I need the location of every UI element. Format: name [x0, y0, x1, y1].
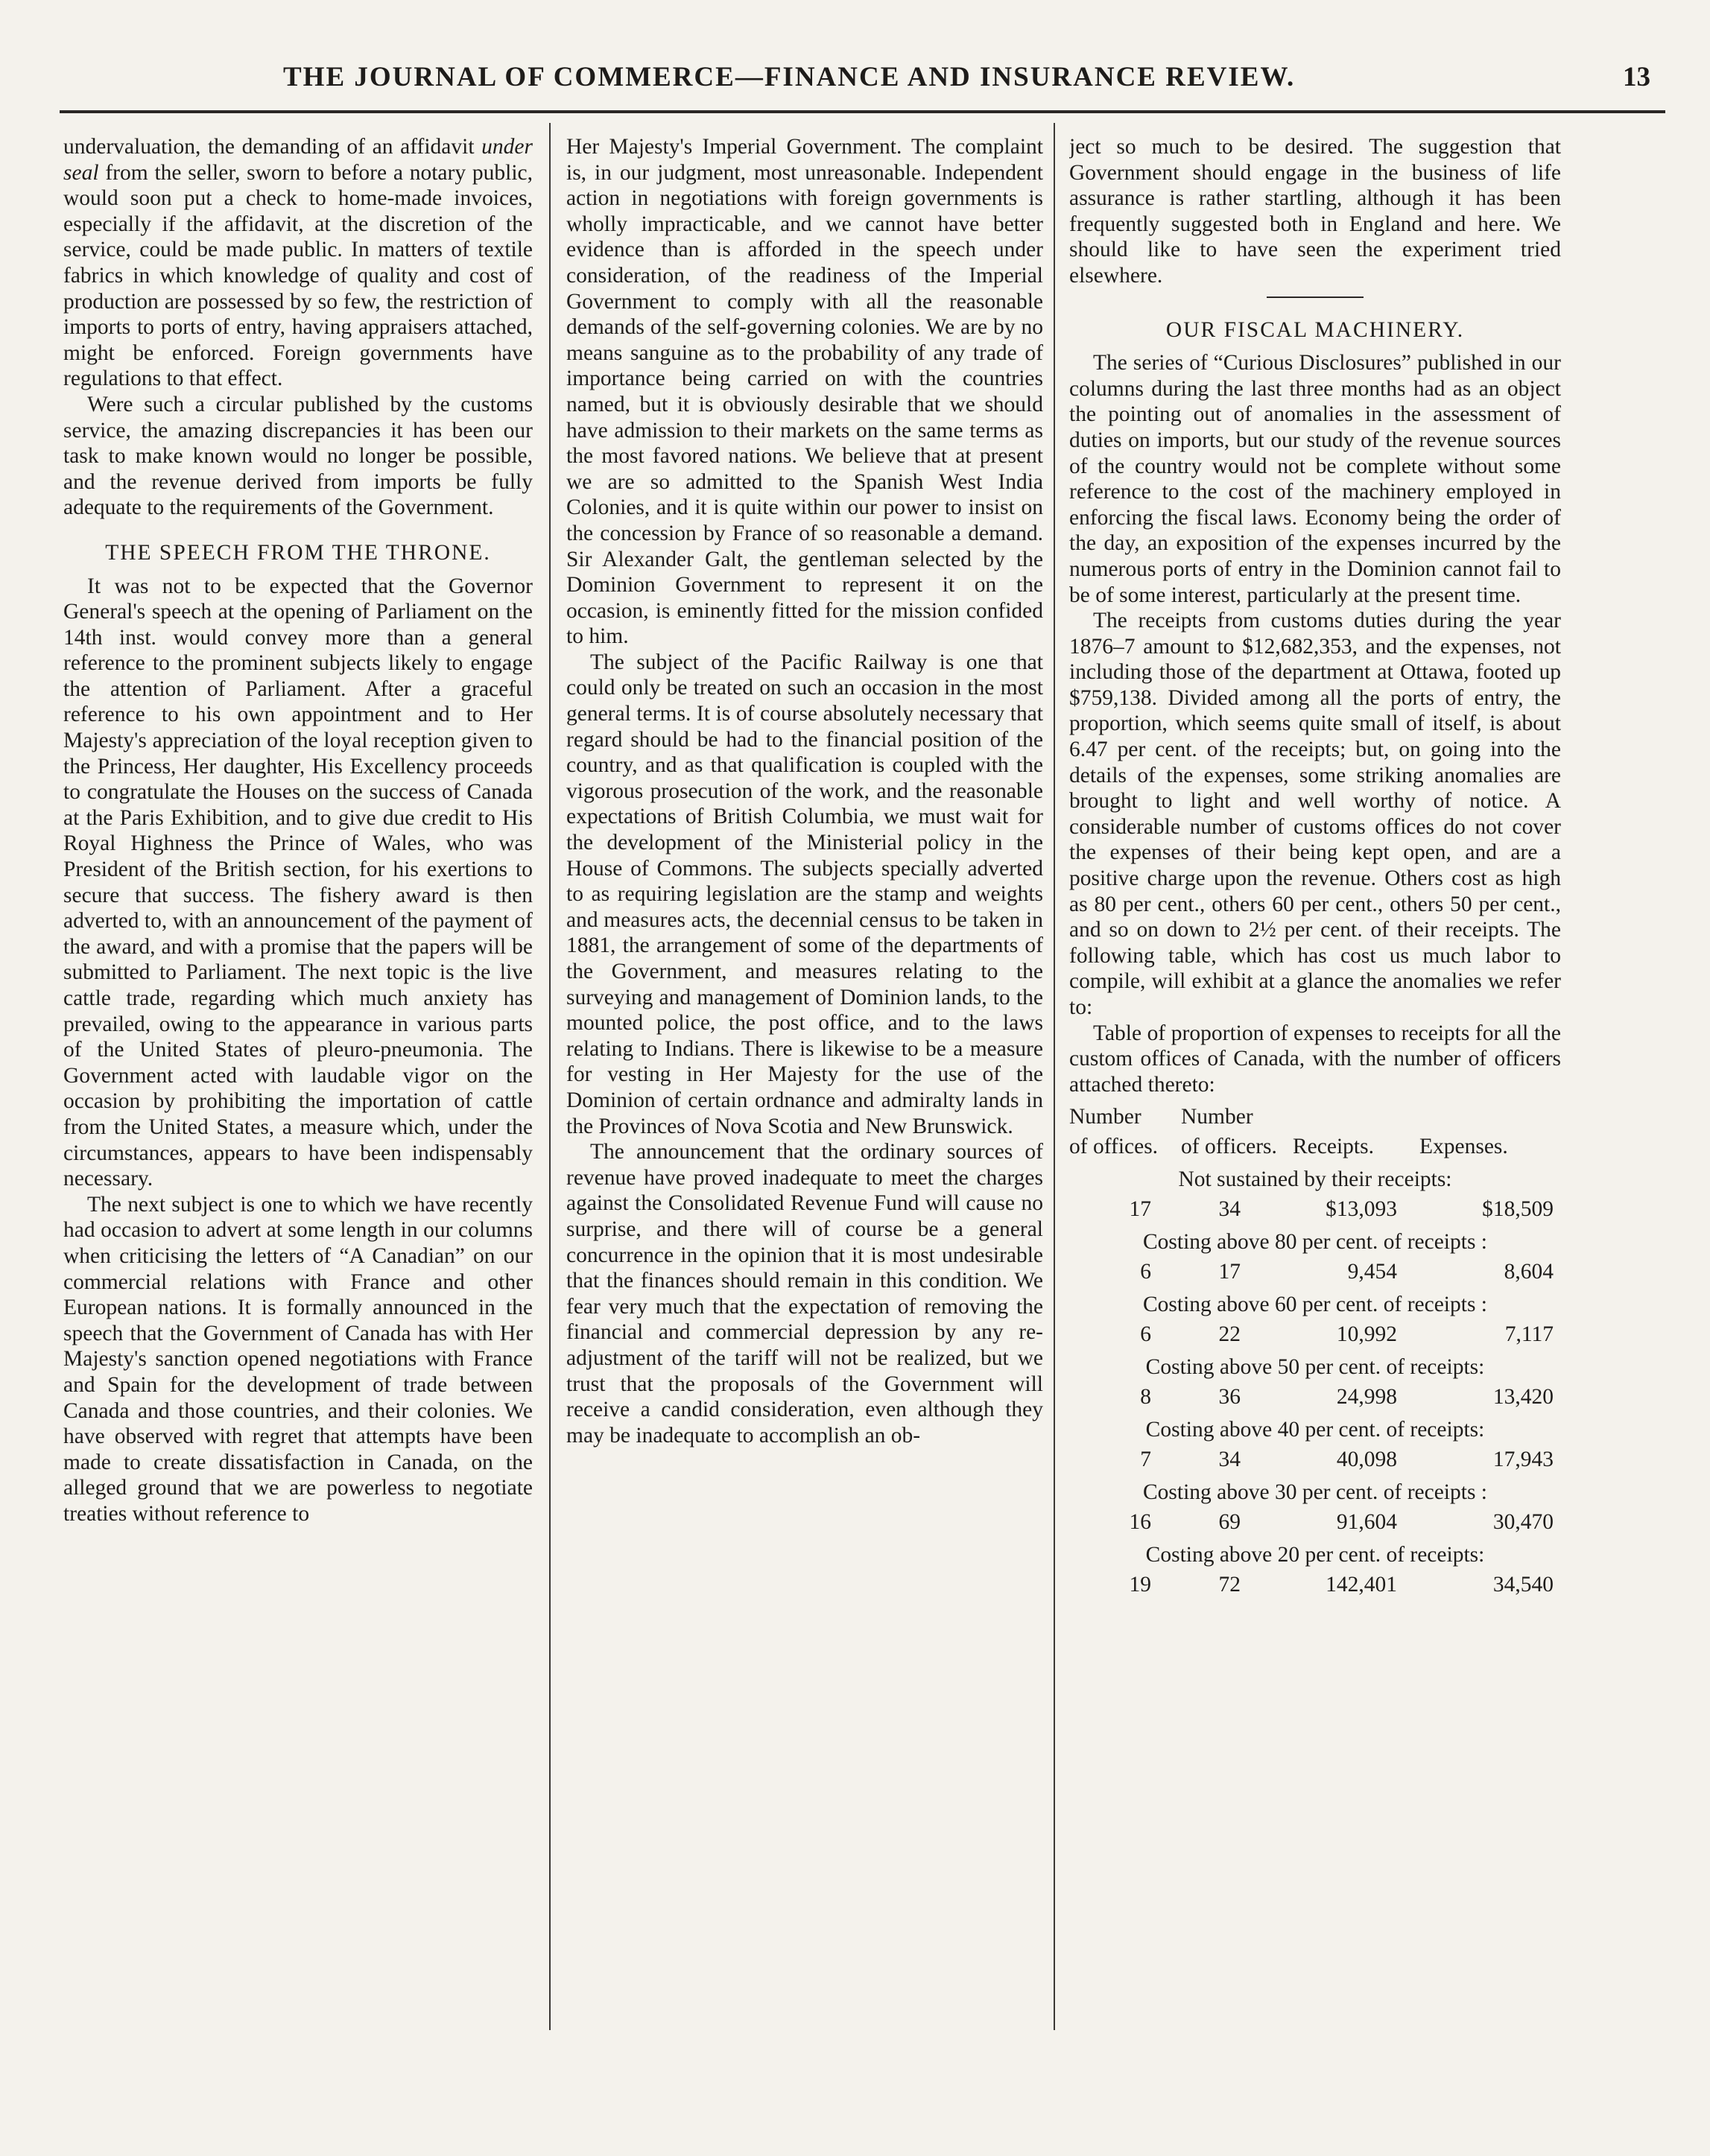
article-heading: OUR FISCAL MACHINERY. — [1165, 317, 1465, 342]
column-rule-1 — [549, 123, 551, 2030]
article-paragraph: It was not to be expected that the Governor General's speech at the opening of Parliament on the 14th inst. would convey more than a general reference to the prominent subjects likely to engage the attention of Parliament. After a graceful reference to his own appointment and to Her Majesty's appreciation of the loyal reception given to the Princess, Her daughter, His Excellency proceeds to congratulate the Houses on the success of Canada at the Paris Exhibition, and to give due credit to His Royal Highness the Prince of Wales, who was President of the British section, for his exertions to secure that success. The fishery award is then adverted to, with an announcement of the payment of the award, and with a promise that the papers will be submitted to Parliament. The next topic is the live cattle trade, regarding which much anxiety has prevailed, owing to the appearance in various parts of the United States of pleuro-pneumonia. The Government acted with laudable vigor on the occasion by prohibiting the importation of cattle from the United States, a measure which, under the circumstances, appears to have been indispensably necessary. — [63, 574, 533, 1191]
table-row: 16 69 91,604 30,470 — [1129, 1510, 1554, 1535]
table-group-caption: Costing above 40 per cent. of receipts: — [1145, 1418, 1485, 1442]
table-header-cell — [1293, 1102, 1419, 1132]
table-header-cell: Number — [1069, 1105, 1141, 1129]
page-header — [60, 58, 1665, 113]
table-row: 6 17 9,454 8,604 — [1140, 1260, 1554, 1284]
table-row: 19 72 142,401 34,540 — [1129, 1573, 1554, 1597]
column-2 — [566, 134, 1043, 2079]
table-header-cell: Number — [1181, 1105, 1253, 1129]
column-3 — [1069, 134, 1561, 2079]
table-group-caption: Not sustained by their receipts: — [1178, 1167, 1452, 1192]
customs-table — [1069, 1102, 1561, 1599]
table-group-caption: Costing above 50 per cent. of receipts: — [1145, 1355, 1485, 1380]
column-rule-2 — [1054, 123, 1055, 2030]
journal-title: THE JOURNAL OF COMMERCE—FINANCE AND INSURANCE REVIEW. — [283, 62, 1296, 92]
article-paragraph: Her Majesty's Imperial Government. The complaint is, in our judgment, most unreasonable. Independent action in negotiations with foreign governments is wholly impracticable, and we cannot have better evidence than is afforded in the speech under consideration, of the readiness of the Imperial Government to comply with all the reasonable demands of the self-governing colonies. We are by no means sanguine as to the probability of any trade of importance being carried on with the countries named, but it is obviously desirable that we should have admission to their markets on the same terms as the most favored nations. We believe that at present we are so admitted to the Spanish West India Colonies, and it is quite within our power to insist on the concession by France of so reasonable a demand. Sir Alexander Galt, the gentleman selected by the Dominion Government to represent it on the occasion, is eminently fitted for the mission confided to him. — [566, 135, 1043, 649]
article-paragraph: The announcement that the ordinary sources of revenue have proved inadequate to meet the charges against the Consolidated Revenue Fund will cause no surprise, and there will of course be a general concurrence in the opinion that it is most undesirable that the finances should remain in this condition. We fear very much that the expectation of removing the financial and commercial depression by any re-adjustment of the tariff will not be realized, but we trust that the proposals of the Government will receive a candid consideration, even although they may be inadequate to accomplish an ob- — [566, 1140, 1043, 1448]
table-row: 17 34 $13,093 $18,509 — [1129, 1197, 1554, 1222]
article-paragraph: The subject of the Pacific Railway is one that could only be treated on such an occasion in the most general terms. It is of course absolutely necessary that regard should be had to the financial position of the country, and as that qualification is coupled with the vigorous prosecution of the work, and the reasonable expectations of British Columbia, we must wait for the development of the Ministerial policy in the House of Commons. The subjects specially adverted to as requiring legislation are the stamp and weights and measures acts, the decennial census to be taken in 1881, the arrangement of some of the departments of the Government, and measures relating to the surveying and management of Dominion lands, to the mounted police, the post office, and to the laws relating to Indians. There is likewise to be a measure for vesting in Her Majesty for the use of the Dominion of certain ordnance and admiralty lands in the Provinces of Nova Scotia and New Brunswick. — [566, 650, 1043, 1138]
table-row: 6 22 10,992 7,117 — [1140, 1322, 1554, 1347]
article-paragraph: The series of “Curious Disclosures” published in our columns during the last three months had as an object the pointing out of anomalies in the assessment of duties on imports, but our study of the revenue sources of the country would not be complete without some reference to the cost of the machinery employed in enforcing the fiscal laws. Economy being the order of the day, an exposition of the expenses incurred by the numerous ports of entry in the Dominion cannot fail to be of some interest, particularly at the present time. — [1069, 351, 1561, 607]
article-paragraph: ject so much to be desired. The suggestion that Government should engage in the business of life assurance is rather startling, although it has been frequently suggested both in England and here. We should like to have seen the experiment tried elsewhere. — [1069, 135, 1561, 288]
table-group-caption: Costing above 30 per cent. of receipts : — [1142, 1480, 1488, 1505]
article-heading: THE SPEECH FROM THE THRONE. — [105, 540, 491, 565]
table-header-row — [1069, 1132, 1561, 1161]
table-group-caption: Costing above 20 per cent. of receipts: — [1145, 1543, 1485, 1567]
section-divider — [1267, 297, 1364, 298]
article-paragraph: Were such a circular published by the customs service, the amazing discrepancies it has been our task to make known would no longer be possible, and the revenue derived from imports be fully adequate to the requirements of the Government. — [63, 392, 533, 520]
table-header-cell: Expenses. — [1419, 1135, 1508, 1159]
table-header-cell: Receipts. — [1293, 1135, 1374, 1159]
table-group-caption: Costing above 60 per cent. of receipts : — [1142, 1293, 1488, 1317]
page-number: 13 — [1623, 62, 1650, 92]
table-group-caption: Costing above 80 per cent. of receipts : — [1142, 1230, 1488, 1255]
table-row: 8 36 24,998 13,420 — [1140, 1385, 1554, 1410]
table-header-cell: of officers. — [1181, 1135, 1277, 1159]
article-paragraph: The receipts from customs duties during the year 1876–7 amount to $12,682,353, and the expenses, not including those of the department at Ottawa, footed up $759,138. Divided among all the ports of entry, the proportion, which seems quite small of itself, is about 6.47 per cent. of the receipts; but, on going into the details of the expenses, some striking anomalies are brought to light and well worthy of notice. A considerable number of customs offices do not cover the expenses of their being kept open, and are a positive charge upon the revenue. Others cost as high as 80 per cent., others 60 per cent., others 50 per cent., and so on down to 2½ per cent. of their receipts. The following table, which has cost us much labor to compile, will exhibit at a glance the anomalies we refer to: — [1069, 609, 1561, 1019]
table-header-row — [1069, 1102, 1561, 1132]
column-1 — [63, 134, 533, 2079]
article-paragraph: The next subject is one to which we have recently had occasion to advert at some length in our columns when criticising the letters of “A Canadian” on our commercial relations with France and other European nations. It is formally announced in the speech that the Government of Canada has with Her Majesty's sanction opened negotiations with France and Spain for the development of trade between Canada and those countries, and their colonies. We have observed with regret that attempts have been made to create dissatisfaction in Canada, on the alleged ground that we are powerless to negotiate treaties without reference to — [63, 1192, 533, 1526]
table-row: 7 34 40,098 17,943 — [1140, 1448, 1554, 1472]
article-paragraph: Table of proportion of expenses to receipts for all the custom offices of Canada, with the number of officers attached thereto: — [1069, 1021, 1561, 1097]
table-header-cell: of offices. — [1069, 1135, 1159, 1159]
table-header-cell — [1419, 1102, 1561, 1132]
article-paragraph: undervaluation, the demanding of an affidavit under seal from the seller, sworn to before a notary public, would soon put a check to home-made invoices, especially if the affidavit, at the discretion of the service, could be made public. In matters of textile fabrics in which knowledge of quality and cost of production are possessed by so few, the restriction of imports to ports of entry, having appraisers attached, might be enforced. Foreign governments have regulations to that effect. — [63, 135, 533, 391]
